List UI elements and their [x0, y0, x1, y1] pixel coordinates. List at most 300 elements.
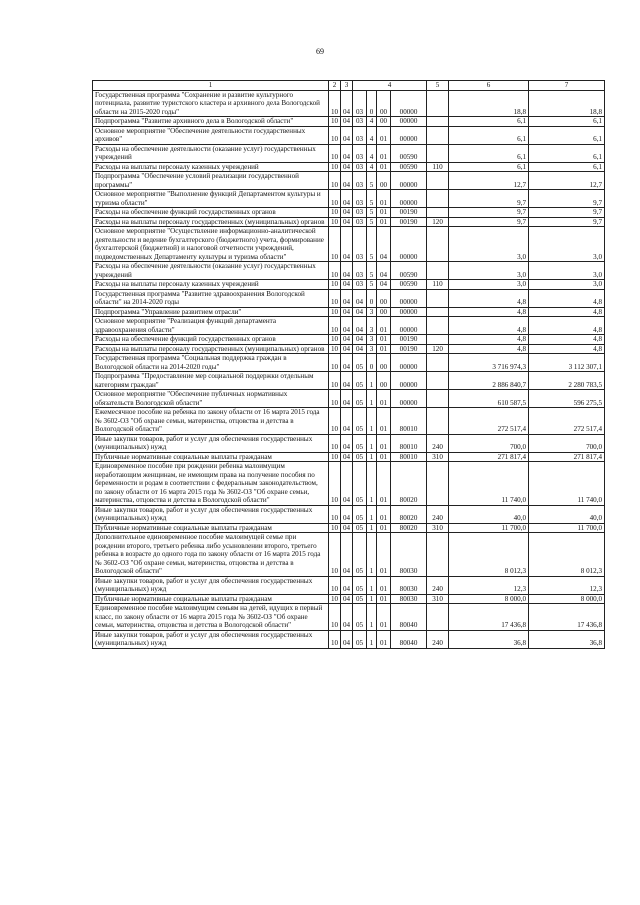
code-program: 03 [353, 172, 367, 190]
amount-year-2: 11 740,0 [529, 462, 605, 506]
code-subsection: 04 [341, 344, 353, 354]
column-header: 2 [329, 81, 341, 91]
code-subprogram: 3 [367, 317, 377, 335]
amount-year-1: 2 886 840,7 [449, 372, 529, 390]
code-section: 10 [329, 630, 341, 648]
code-event: 01 [377, 162, 391, 172]
code-section: 10 [329, 604, 341, 631]
code-subprogram: 1 [367, 523, 377, 533]
code-section: 10 [329, 208, 341, 218]
row-name: Расходы на выплаты персоналу государственных (муниципальных) органов [93, 344, 329, 354]
code-direction: 00000 [391, 227, 427, 262]
amount-year-2: 4,8 [529, 289, 605, 307]
code-direction: 80010 [391, 452, 427, 462]
code-direction: 80030 [391, 533, 427, 577]
expense-type: 240 [427, 434, 449, 452]
amount-year-2: 700,0 [529, 434, 605, 452]
code-subsection: 04 [341, 262, 353, 280]
code-subprogram: 0 [367, 289, 377, 307]
expense-type [427, 172, 449, 190]
table-row [93, 335, 605, 345]
code-event: 00 [377, 307, 391, 317]
column-header: 4 [353, 81, 427, 91]
row-name: Расходы на выплаты персоналу государственных (муниципальных) органов [93, 217, 329, 227]
expense-type: 240 [427, 576, 449, 594]
amount-year-2: 2 280 783,5 [529, 372, 605, 390]
amount-year-2: 18,8 [529, 90, 605, 117]
amount-year-1: 40,0 [449, 505, 529, 523]
code-section: 10 [329, 280, 341, 290]
row-name: Основное мероприятие "Обеспечение деятельности государственных архивов" [93, 126, 329, 144]
amount-year-2: 9,7 [529, 217, 605, 227]
expense-type [427, 408, 449, 435]
code-subprogram: 1 [367, 533, 377, 577]
code-subprogram: 3 [367, 344, 377, 354]
code-subsection: 04 [341, 289, 353, 307]
expense-type [427, 208, 449, 218]
code-subprogram: 1 [367, 604, 377, 631]
column-header: 5 [427, 81, 449, 91]
expense-type [427, 533, 449, 577]
code-program: 05 [353, 505, 367, 523]
expense-type: 240 [427, 505, 449, 523]
code-program: 05 [353, 462, 367, 506]
code-subsection: 04 [341, 117, 353, 127]
code-event: 01 [377, 335, 391, 345]
expense-type: 240 [427, 630, 449, 648]
code-section: 10 [329, 262, 341, 280]
code-program: 03 [353, 217, 367, 227]
code-program: 05 [353, 576, 367, 594]
expense-type [427, 90, 449, 117]
amount-year-1: 6,1 [449, 117, 529, 127]
amount-year-2: 3,0 [529, 280, 605, 290]
expense-type: 310 [427, 594, 449, 604]
code-subprogram: 5 [367, 217, 377, 227]
code-section: 10 [329, 117, 341, 127]
code-direction: 00590 [391, 262, 427, 280]
code-subsection: 04 [341, 630, 353, 648]
expense-type [427, 462, 449, 506]
amount-year-1: 3,0 [449, 262, 529, 280]
expense-type [427, 144, 449, 162]
amount-year-1: 8 000,0 [449, 594, 529, 604]
table-row [93, 208, 605, 218]
row-name: Иные закупки товаров, работ и услуг для обеспечения государственных (муниципальных) нужд [93, 505, 329, 523]
code-direction: 00000 [391, 307, 427, 317]
code-program: 04 [353, 317, 367, 335]
code-subsection: 04 [341, 452, 353, 462]
amount-year-2: 596 275,5 [529, 390, 605, 408]
code-subsection: 04 [341, 533, 353, 577]
code-section: 10 [329, 462, 341, 506]
code-direction: 00590 [391, 144, 427, 162]
code-program: 03 [353, 117, 367, 127]
code-event: 01 [377, 208, 391, 218]
amount-year-2: 12,3 [529, 576, 605, 594]
amount-year-1: 4,8 [449, 344, 529, 354]
code-section: 10 [329, 90, 341, 117]
amount-year-2: 6,1 [529, 117, 605, 127]
code-event: 01 [377, 630, 391, 648]
code-program: 03 [353, 208, 367, 218]
amount-year-1: 36,8 [449, 630, 529, 648]
code-event: 00 [377, 172, 391, 190]
code-program: 03 [353, 262, 367, 280]
expense-type: 120 [427, 217, 449, 227]
code-direction: 00190 [391, 208, 427, 218]
table-row [93, 126, 605, 144]
code-event: 01 [377, 317, 391, 335]
code-program: 04 [353, 289, 367, 307]
code-event: 01 [377, 576, 391, 594]
row-name: Ежемесячное пособие на ребенка по закону области от 16 марта 2015 года № 3602-ОЗ "Об охране семьи, материнства, отцовства и детства в Вологодской области" [93, 408, 329, 435]
row-name: Основное мероприятие "Обеспечение публичных нормативных обязательств Вологодской области" [93, 390, 329, 408]
code-subsection: 04 [341, 604, 353, 631]
amount-year-2: 4,8 [529, 317, 605, 335]
amount-year-1: 4,8 [449, 335, 529, 345]
expense-type [427, 317, 449, 335]
amount-year-2: 3 112 307,1 [529, 354, 605, 372]
amount-year-1: 3,0 [449, 227, 529, 262]
amount-year-2: 17 436,8 [529, 604, 605, 631]
expense-type: 310 [427, 523, 449, 533]
code-direction: 80020 [391, 523, 427, 533]
amount-year-1: 17 436,8 [449, 604, 529, 631]
code-event: 01 [377, 126, 391, 144]
table-row [93, 452, 605, 462]
code-event: 00 [377, 372, 391, 390]
column-header: 3 [341, 81, 353, 91]
row-name: Дополнительное единовременное пособие малоимущей семье при рождении второго, третьего ребенка либо усыновлении второго, третьего ребенка в возрасте до одного года по закону области от 16 марта 2015 года № 3602-ОЗ "Об охране семьи, материнства, отцовства и детства в Вологодской области" [93, 533, 329, 577]
amount-year-1: 8 012,3 [449, 533, 529, 577]
code-subprogram: 4 [367, 162, 377, 172]
amount-year-2: 12,7 [529, 172, 605, 190]
row-name: Расходы на обеспечение деятельности (оказание услуг) государственных учреждений [93, 262, 329, 280]
table-row [93, 390, 605, 408]
table-row [93, 594, 605, 604]
code-subprogram: 5 [367, 280, 377, 290]
code-subsection: 04 [341, 523, 353, 533]
table-row [93, 533, 605, 577]
code-direction: 80020 [391, 505, 427, 523]
code-event: 01 [377, 390, 391, 408]
row-name: Расходы на выплаты персоналу казенных учреждений [93, 280, 329, 290]
code-subsection: 04 [341, 144, 353, 162]
amount-year-2: 6,1 [529, 126, 605, 144]
code-event: 04 [377, 280, 391, 290]
amount-year-1: 3,0 [449, 280, 529, 290]
code-subprogram: 0 [367, 354, 377, 372]
amount-year-2: 4,8 [529, 307, 605, 317]
table-row [93, 172, 605, 190]
code-event: 01 [377, 594, 391, 604]
expense-type [427, 390, 449, 408]
code-subprogram: 1 [367, 630, 377, 648]
code-event: 00 [377, 117, 391, 127]
code-program: 05 [353, 434, 367, 452]
code-event: 00 [377, 354, 391, 372]
row-name: Единовременное пособие при рождении ребенка малоимущим неработающим женщинам, не имеющим права на получение пособия по беременности и родам в соответствии с федеральным законодательством, по закону области от 16 марта 2015 года № 3602-ОЗ "Об охране семьи, материнства, отцовства и детства в Вологодской области" [93, 462, 329, 506]
row-name: Государственная программа "Социальная поддержка граждан в Вологодской области на 2014-2020 годы" [93, 354, 329, 372]
header-row [93, 81, 605, 91]
code-subprogram: 1 [367, 408, 377, 435]
code-program: 03 [353, 190, 367, 208]
expense-type [427, 126, 449, 144]
expense-type [427, 354, 449, 372]
table-row [93, 630, 605, 648]
code-section: 10 [329, 172, 341, 190]
row-name: Расходы на выплаты персоналу казенных учреждений [93, 162, 329, 172]
code-direction: 80020 [391, 462, 427, 506]
code-subprogram: 1 [367, 390, 377, 408]
code-event: 01 [377, 408, 391, 435]
code-direction: 00000 [391, 354, 427, 372]
table-row [93, 354, 605, 372]
code-direction: 80040 [391, 604, 427, 631]
code-event: 01 [377, 452, 391, 462]
code-section: 10 [329, 126, 341, 144]
code-subprogram: 1 [367, 594, 377, 604]
amount-year-1: 11 700,0 [449, 523, 529, 533]
code-subprogram: 1 [367, 372, 377, 390]
code-subsection: 04 [341, 227, 353, 262]
table-row [93, 117, 605, 127]
amount-year-2: 272 517,4 [529, 408, 605, 435]
code-subsection: 04 [341, 217, 353, 227]
code-program: 05 [353, 523, 367, 533]
code-direction: 00000 [391, 90, 427, 117]
code-section: 10 [329, 217, 341, 227]
code-direction: 00190 [391, 217, 427, 227]
expense-type: 110 [427, 280, 449, 290]
code-direction: 00000 [391, 172, 427, 190]
row-name: Публичные нормативные социальные выплаты гражданам [93, 594, 329, 604]
code-section: 10 [329, 533, 341, 577]
code-direction: 00000 [391, 126, 427, 144]
code-subsection: 04 [341, 317, 353, 335]
code-event: 01 [377, 344, 391, 354]
table-row [93, 227, 605, 262]
amount-year-2: 3,0 [529, 262, 605, 280]
code-section: 10 [329, 335, 341, 345]
code-subsection: 04 [341, 354, 353, 372]
row-name: Расходы на обеспечение деятельности (оказание услуг) государственных учреждений [93, 144, 329, 162]
code-program: 05 [353, 594, 367, 604]
code-event: 01 [377, 144, 391, 162]
code-section: 10 [329, 372, 341, 390]
code-direction: 80040 [391, 630, 427, 648]
code-subprogram: 1 [367, 452, 377, 462]
code-section: 10 [329, 190, 341, 208]
code-direction: 80030 [391, 594, 427, 604]
table-row [93, 262, 605, 280]
expense-type: 120 [427, 344, 449, 354]
row-name: Иные закупки товаров, работ и услуг для обеспечения государственных (муниципальных) нужд [93, 434, 329, 452]
code-program: 04 [353, 344, 367, 354]
code-section: 10 [329, 289, 341, 307]
code-section: 10 [329, 227, 341, 262]
amount-year-1: 4,8 [449, 289, 529, 307]
code-section: 10 [329, 594, 341, 604]
amount-year-1: 4,8 [449, 317, 529, 335]
code-direction: 00000 [391, 117, 427, 127]
amount-year-1: 4,8 [449, 307, 529, 317]
table-row [93, 289, 605, 307]
code-program: 03 [353, 162, 367, 172]
amount-year-2: 6,1 [529, 162, 605, 172]
code-event: 01 [377, 190, 391, 208]
table-row [93, 280, 605, 290]
row-name: Иные закупки товаров, работ и услуг для обеспечения государственных (муниципальных) нужд [93, 630, 329, 648]
expense-type [427, 117, 449, 127]
expense-type: 110 [427, 162, 449, 172]
code-subprogram: 1 [367, 462, 377, 506]
code-section: 10 [329, 307, 341, 317]
code-event: 04 [377, 227, 391, 262]
code-program: 05 [353, 372, 367, 390]
amount-year-2: 8 012,3 [529, 533, 605, 577]
code-section: 10 [329, 408, 341, 435]
code-program: 05 [353, 604, 367, 631]
code-subsection: 04 [341, 335, 353, 345]
column-header: 7 [529, 81, 605, 91]
expense-type [427, 307, 449, 317]
table-row [93, 408, 605, 435]
code-program: 05 [353, 630, 367, 648]
code-program: 03 [353, 90, 367, 117]
code-subprogram: 1 [367, 576, 377, 594]
code-section: 10 [329, 434, 341, 452]
code-subprogram: 5 [367, 172, 377, 190]
code-subsection: 04 [341, 434, 353, 452]
code-section: 10 [329, 144, 341, 162]
table-row [93, 576, 605, 594]
code-section: 10 [329, 576, 341, 594]
table-row [93, 604, 605, 631]
code-event: 01 [377, 462, 391, 506]
amount-year-2: 4,8 [529, 344, 605, 354]
code-section: 10 [329, 452, 341, 462]
code-subprogram: 5 [367, 190, 377, 208]
expense-type [427, 190, 449, 208]
code-program: 03 [353, 144, 367, 162]
expense-type [427, 289, 449, 307]
amount-year-1: 9,7 [449, 208, 529, 218]
amount-year-1: 272 517,4 [449, 408, 529, 435]
amount-year-1: 12,3 [449, 576, 529, 594]
amount-year-2: 36,8 [529, 630, 605, 648]
expense-type [427, 227, 449, 262]
amount-year-1: 610 587,5 [449, 390, 529, 408]
row-name: Расходы на обеспечение функций государственных органов [93, 208, 329, 218]
code-section: 10 [329, 354, 341, 372]
code-section: 10 [329, 317, 341, 335]
table-row [93, 190, 605, 208]
code-event: 01 [377, 523, 391, 533]
table-row [93, 434, 605, 452]
amount-year-1: 271 817,4 [449, 452, 529, 462]
code-program: 05 [353, 533, 367, 577]
row-name: Основное мероприятие "Выполнение функций Департаментом культуры и туризма области" [93, 190, 329, 208]
code-direction: 80010 [391, 434, 427, 452]
code-program: 05 [353, 354, 367, 372]
code-event: 01 [377, 505, 391, 523]
row-name: Расходы на обеспечение функций государственных органов [93, 335, 329, 345]
amount-year-2: 6,1 [529, 144, 605, 162]
code-subprogram: 3 [367, 335, 377, 345]
amount-year-1: 11 740,0 [449, 462, 529, 506]
table-row [93, 144, 605, 162]
code-program: 03 [353, 126, 367, 144]
code-subsection: 04 [341, 594, 353, 604]
column-header: 1 [93, 81, 329, 91]
row-name: Основное мероприятие "Осуществление информационно-аналитической деятельности и ведение бухгалтерского (бюджетного) учета, формирование бухгалтерской (бюджетной) и налоговой отчетности учреждений, подведомственных Департаменту культуры и туризма области" [93, 227, 329, 262]
amount-year-1: 9,7 [449, 190, 529, 208]
code-event: 01 [377, 604, 391, 631]
code-program: 05 [353, 452, 367, 462]
code-direction: 00190 [391, 335, 427, 345]
code-event: 00 [377, 90, 391, 117]
row-name: Основное мероприятие "Реализация функций департамента здравоохранения области" [93, 317, 329, 335]
code-subprogram: 4 [367, 126, 377, 144]
row-name: Единовременное пособие малоимущим семьям на детей, идущих в первый класс, по закону области от 16 марта 2015 года № 3602-ОЗ "Об охране семьи, материнства, отцовства и детства в Вологодской области" [93, 604, 329, 631]
expense-type [427, 372, 449, 390]
code-subsection: 04 [341, 280, 353, 290]
code-direction: 00000 [391, 317, 427, 335]
code-subsection: 04 [341, 172, 353, 190]
expense-type [427, 262, 449, 280]
code-event: 04 [377, 262, 391, 280]
code-subprogram: 5 [367, 227, 377, 262]
code-section: 10 [329, 505, 341, 523]
row-name: Публичные нормативные социальные выплаты гражданам [93, 523, 329, 533]
amount-year-2: 40,0 [529, 505, 605, 523]
amount-year-1: 6,1 [449, 126, 529, 144]
code-program: 04 [353, 307, 367, 317]
row-name: Подпрограмма "Предоставление мер социальной поддержки отдельным категориям граждан" [93, 372, 329, 390]
amount-year-2: 271 817,4 [529, 452, 605, 462]
page-number: 69 [316, 47, 324, 56]
code-section: 10 [329, 344, 341, 354]
code-subsection: 04 [341, 408, 353, 435]
expense-type: 310 [427, 452, 449, 462]
code-event: 01 [377, 434, 391, 452]
code-subsection: 04 [341, 505, 353, 523]
table-row [93, 317, 605, 335]
code-direction: 00000 [391, 190, 427, 208]
amount-year-1: 6,1 [449, 144, 529, 162]
code-subprogram: 1 [367, 434, 377, 452]
amount-year-2: 9,7 [529, 208, 605, 218]
table-row [93, 344, 605, 354]
table-row [93, 372, 605, 390]
code-subprogram: 1 [367, 505, 377, 523]
amount-year-2: 9,7 [529, 190, 605, 208]
code-section: 10 [329, 523, 341, 533]
row-name: Подпрограмма "Развитие архивного дела в Вологодской области" [93, 117, 329, 127]
table-row [93, 505, 605, 523]
table-row [93, 523, 605, 533]
budget-table [92, 80, 605, 649]
code-direction: 00000 [391, 390, 427, 408]
code-program: 03 [353, 280, 367, 290]
expense-type [427, 604, 449, 631]
column-header: 6 [449, 81, 529, 91]
code-program: 04 [353, 335, 367, 345]
code-subsection: 04 [341, 126, 353, 144]
amount-year-2: 8 000,0 [529, 594, 605, 604]
